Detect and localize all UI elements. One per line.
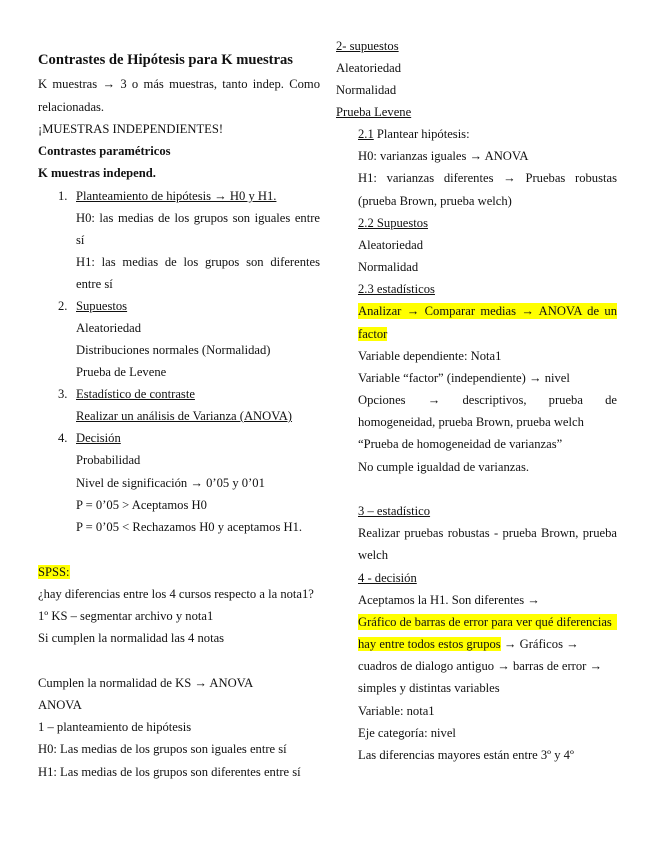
step-line: Distribuciones normales (Normalidad) <box>76 343 271 357</box>
supuestos-heading: 2- supuestos <box>336 39 399 53</box>
variable-line: Variable: nota1 <box>358 704 435 718</box>
levene-heading: Prueba Levene <box>336 105 412 119</box>
eje-line: Eje categoría: nivel <box>358 726 456 740</box>
section-2-1 <box>358 126 470 142</box>
section-4: 4 - decisión <box>358 571 417 585</box>
grafico-highlight: hay entre todos estos grupos <box>358 637 501 651</box>
analizar-line-1: Analizar → Comparar medias → ANOVA de un <box>358 304 617 318</box>
grafico-line-3: cuadros de dialogo antiguo → barras de error → <box>358 659 603 673</box>
variable-factor: Variable “factor” (independiente) → nivel <box>358 371 570 385</box>
spss-line: ¿hay diferencias entre los 4 cursos respecto a la nota1? <box>38 587 314 601</box>
grafico-line-2 <box>358 636 579 652</box>
spss-line: 1º KS – segmentar archivo y nota1 <box>38 609 214 623</box>
page-title: Contrastes de Hipótesis para K muestras <box>38 52 293 68</box>
h0-line: H0: varianzas iguales → ANOVA <box>358 149 529 163</box>
spss-line: Si cumplen la normalidad las 4 notas <box>38 631 225 645</box>
robustas-line-1: Realizar pruebas robustas - prueba Brown, prueba <box>358 526 617 540</box>
step-line: Realizar un análisis de Varianza (ANOVA) <box>76 409 293 423</box>
section-3: 3 – estadístico <box>358 504 431 518</box>
analizar-highlight: factor <box>358 327 388 341</box>
anova-line: 1 – planteamiento de hipótesis <box>38 720 192 734</box>
spss-label <box>38 564 70 580</box>
step-line: sí <box>76 233 85 247</box>
s22-line: Aleatoriedad <box>358 238 424 252</box>
aceptamos-line: Aceptamos la H1. Son diferentes → <box>358 593 540 607</box>
step-number: 3. <box>58 387 68 401</box>
step-title: Planteamiento de hipótesis → H0 y H1. <box>76 189 277 203</box>
opciones-line-2: homogeneidad, prueba Brown, prueba welch <box>358 415 584 429</box>
anova-line: H1: Las medias de los grupos son diferentes entre sí <box>38 765 301 779</box>
step-line: Nivel de significación → 0’05 y 0’01 <box>76 476 265 490</box>
grafico-line-2-rest: → Gráficos → <box>500 637 579 651</box>
anova-line: H0: Las medias de los grupos son iguales entre sí <box>38 742 287 756</box>
h1-line-1: H1: varianzas diferentes → Pruebas robustas <box>358 171 617 185</box>
step-title: Decisión <box>76 431 121 445</box>
step-line: H0: las medias de los grupos son iguales entre <box>76 211 320 225</box>
robustas-line-2: welch <box>358 548 389 562</box>
diferencias-line: Las diferencias mayores están entre 3º y 4º <box>358 748 574 762</box>
step-line: entre sí <box>76 277 113 291</box>
supuestos-line: Aleatoriedad <box>336 61 402 75</box>
k-samples-heading: K muestras independ. <box>38 166 156 180</box>
analizar-line-2 <box>358 326 387 342</box>
step-line: P = 0’05 < Rechazamos H0 y aceptamos H1. <box>76 520 303 534</box>
step-number: 2. <box>58 299 68 313</box>
step-title: Supuestos <box>76 299 128 313</box>
step-title: Estadístico de contraste <box>76 387 195 401</box>
prueba-homogeneidad: “Prueba de homogeneidad de varianzas” <box>358 437 563 451</box>
step-line: P = 0’05 > Aceptamos H0 <box>76 498 207 512</box>
no-cumple: No cumple igualdad de varianzas. <box>358 460 529 474</box>
section-2-1-number: 2.1 <box>358 127 374 141</box>
anova-line: ANOVA <box>38 698 82 712</box>
variable-dependiente: Variable dependiente: Nota1 <box>358 349 502 363</box>
step-line: H1: las medias de los grupos son diferentes <box>76 255 320 269</box>
section-2-2: 2.2 Supuestos <box>358 216 428 230</box>
step-number: 1. <box>58 189 68 203</box>
grafico-line-1: Gráfico de barras de error para ver qué diferencias <box>358 614 617 630</box>
step-line: Aleatoriedad <box>76 321 142 335</box>
intro-line-1: K muestras → 3 o más muestras, tanto indep. Como <box>38 77 320 91</box>
independent-samples-heading: ¡MUESTRAS INDEPENDIENTES! <box>38 122 224 136</box>
step-line: Prueba de Levene <box>76 365 167 379</box>
section-2-1-text: Plantear hipótesis: <box>373 127 470 141</box>
h1-line-2: (prueba Brown, prueba welch) <box>358 194 512 208</box>
opciones-line-1: Opciones → descriptivos, prueba de <box>358 393 617 407</box>
section-2-3: 2.3 estadísticos <box>358 282 435 296</box>
spss-highlight: SPSS: <box>38 565 70 579</box>
s22-line: Normalidad <box>358 260 419 274</box>
grafico-line-4: simples y distintas variables <box>358 681 500 695</box>
parametric-heading: Contrastes paramétricos <box>38 144 171 158</box>
supuestos-line: Normalidad <box>336 83 397 97</box>
intro-line-2: relacionadas. <box>38 100 105 114</box>
anova-line: Cumplen la normalidad de KS → ANOVA <box>38 676 254 690</box>
step-line: Probabilidad <box>76 453 141 467</box>
step-number: 4. <box>58 431 68 445</box>
